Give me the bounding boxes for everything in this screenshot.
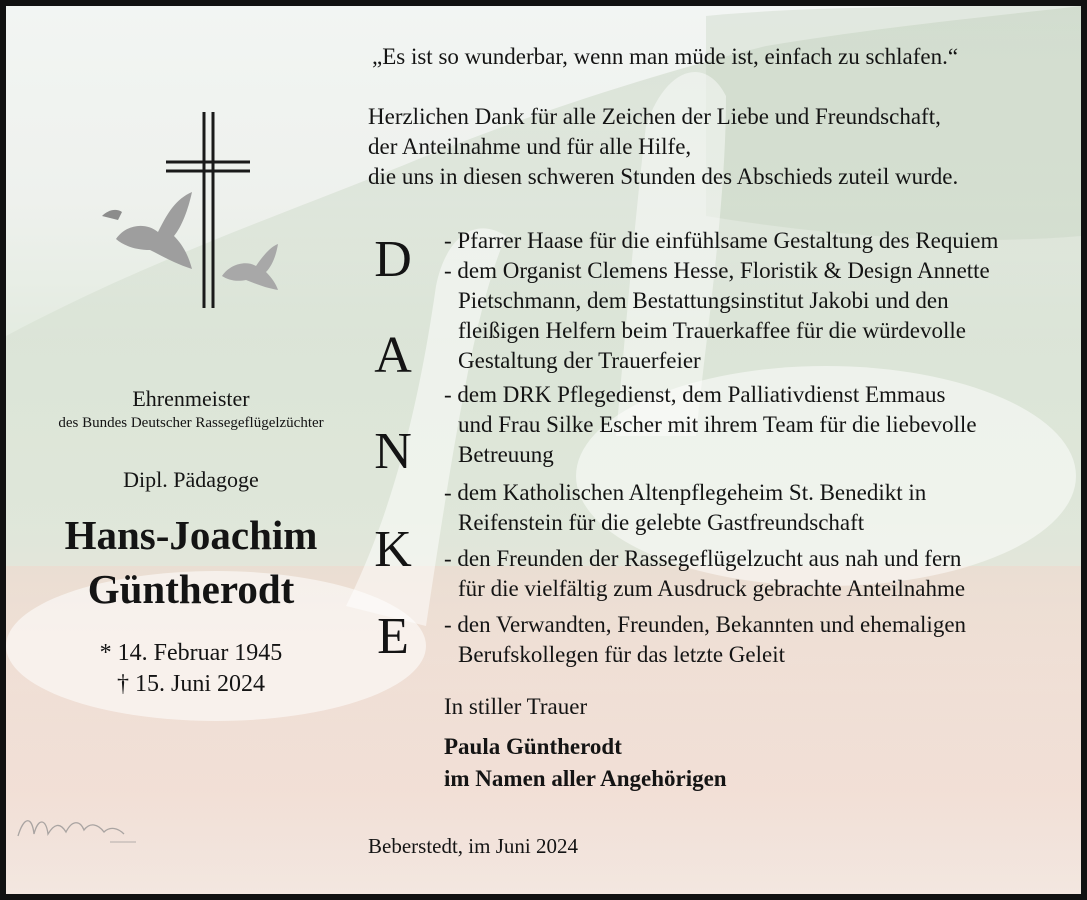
acknowledgement-line: - dem Katholischen Altenpflegeheim St. Benedikt in: [444, 480, 927, 505]
acknowledgement-line: - den Verwandten, Freunden, Bekannten und ehemaligen: [444, 612, 967, 637]
thanks-line: die uns in diesen schweren Stunden des Abschieds zuteil wurde.: [368, 164, 959, 189]
quote: „Es ist so wunderbar, wenn man müde ist, einfach zu schlafen.“: [372, 44, 959, 69]
death-date: † 15. Juni 2024: [116, 671, 265, 697]
honor-organization: des Bundes Deutscher Rassegeflügelzüchter: [58, 415, 324, 431]
acknowledgement-line: Berufskollegen für das letzte Geleit: [458, 642, 785, 667]
honor-title: Ehrenmeister: [132, 386, 250, 411]
acknowledgement-line: Gestaltung der Trauerfeier: [458, 348, 701, 373]
deceased-last-name: Güntherodt: [87, 566, 295, 612]
acknowledgement-line: - dem Organist Clemens Hesse, Floristik & Design Annette: [444, 258, 990, 283]
danke-letter-e: E: [377, 608, 409, 665]
signer-subtitle: im Namen aller Angehörigen: [444, 766, 727, 791]
academic-degree: Dipl. Pädagoge: [123, 467, 259, 492]
acknowledgement-line: Pietschmann, dem Bestattungsinstitut Jakobi und den: [458, 288, 949, 313]
acknowledgement-line: Reifenstein für die gelebte Gastfreundschaft: [458, 510, 865, 535]
danke-letter-n: N: [374, 423, 412, 480]
thanks-line: der Anteilnahme und für alle Hilfe,: [368, 134, 692, 159]
acknowledgement-line: und Frau Silke Escher mit ihrem Team für die liebevolle: [458, 412, 977, 437]
thanks-line: Herzlichen Dank für alle Zeichen der Liebe und Freundschaft,: [368, 104, 941, 129]
acknowledgement-line: für die vielfältig zum Ausdruck gebrachte Anteilnahme: [458, 576, 966, 601]
danke-letter-k: K: [374, 521, 412, 578]
acknowledgement-line: fleißigen Helfern beim Trauerkaffee für die würdevolle: [458, 318, 966, 343]
artist-signature: [14, 806, 144, 851]
acknowledgement-line: - den Freunden der Rassegeflügelzucht aus nah und fern: [444, 546, 962, 571]
danke-letter-d: D: [374, 231, 412, 288]
acknowledgement-line: Betreuung: [458, 442, 554, 467]
signer-name: Paula Güntherodt: [444, 734, 622, 759]
closing-phrase: In stiller Trauer: [444, 694, 588, 719]
place-and-date: Beberstedt, im Juni 2024: [368, 834, 578, 858]
acknowledgement-line: - Pfarrer Haase für die einfühlsame Gestaltung des Requiem: [444, 228, 999, 253]
cross-icon: [96, 104, 286, 314]
danke-letter-a: A: [374, 327, 412, 384]
birth-date: * 14. Februar 1945: [99, 640, 283, 666]
acknowledgement-line: - dem DRK Pflegedienst, dem Palliativdienst Emmaus: [444, 382, 946, 407]
deceased-first-name: Hans-Joachim: [64, 512, 318, 558]
dove-icon: [102, 192, 192, 269]
dove-small-icon: [222, 244, 278, 290]
